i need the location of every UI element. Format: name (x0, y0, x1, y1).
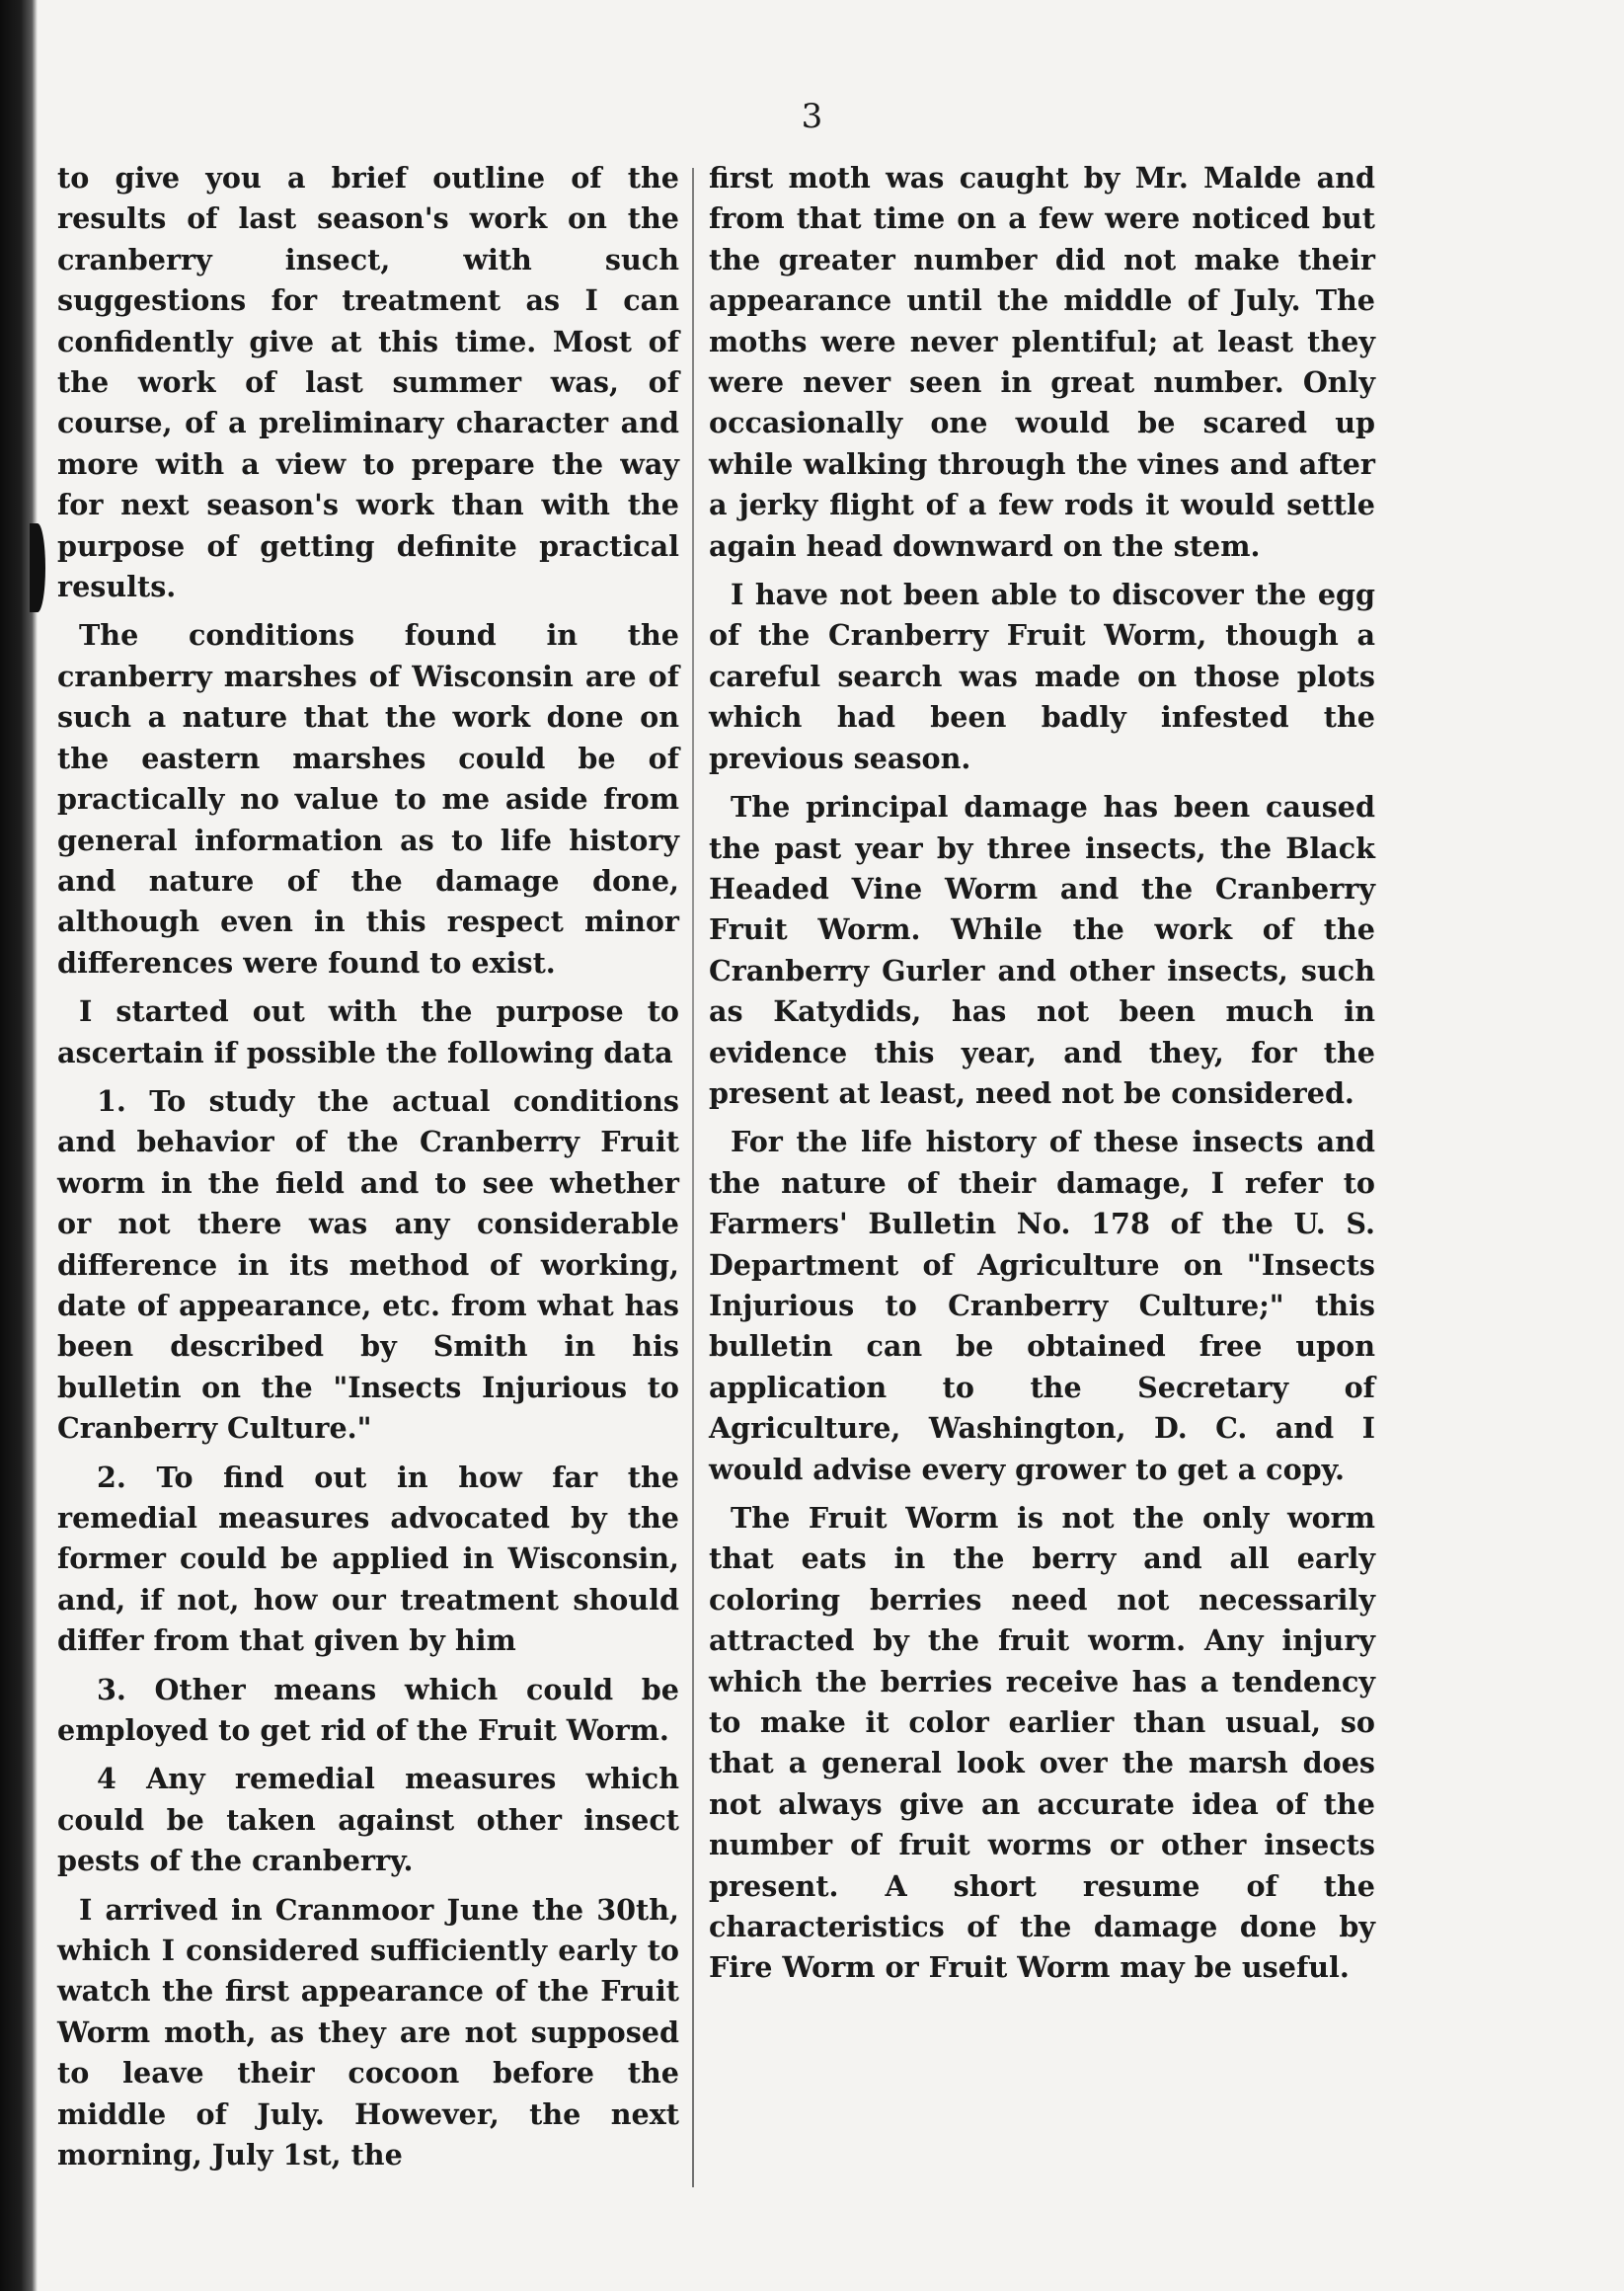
list-item: 3. Other means which could be employed to get rid of the Fruit Worm. (57, 1672, 679, 1748)
binding-notch (30, 523, 45, 612)
paragraph: I started out with the purpose to ascertain if possible the following data (57, 994, 679, 1069)
paragraph: For the life history of these insects and the nature of their damage, I refer to Farmers' Bulletin No. 178 of the U. S. Department of Agriculture on "Insects Injurious to Cranberry Culture;" this bulletin can be obtained free upon application to the Secretary of Agriculture, Washington, D. C. and I would advise every grower to get a copy. (709, 1125, 1375, 1486)
paragraph: I have not been able to discover the egg of the Cranberry Fruit Worm, though a careful search was made on those plots which had been badly infested the previous season. (709, 578, 1375, 775)
page-binding-shadow (0, 0, 38, 2291)
paragraph: The conditions found in the cranberry marshes of Wisconsin are of such a nature that the work done on the eastern marshes could be of practically no value to me aside from general information as to life history and nature of the damage done, although even in this respect minor differences were found to exist. (57, 618, 679, 980)
left-text-column (57, 158, 679, 2184)
paragraph: The Fruit Worm is not the only worm that eats in the berry and all early coloring berries need not necessarily attracted by the fruit worm. Any injury which the berries receive has a tendency to make it color earlier than usual, so that a general look over the marsh does not always give an accurate idea of the number of fruit worms or other insects present. A short resume of the characteristics of the damage done by Fire Worm or Fruit Worm may be useful. (709, 1501, 1375, 1985)
paragraph: I arrived in Cranmoor June the 30th, which I considered sufficiently early to watch the first appearance of the Fruit Worm moth, as they are not supposed to leave their cocoon before the middle of July. However, the next morning, July 1st, the (57, 1892, 679, 2172)
column-divider (692, 168, 694, 2187)
list-item: 2. To find out in how far the remedial measures advocated by the former could be applied in Wisconsin, and, if not, how our treatment should differ from that given by him (57, 1460, 679, 1658)
paragraph: The principal damage has been caused the past year by three insects, the Black Headed Vine Worm and the Cranberry Fruit Worm. While the work of the Cranberry Gurler and other insects, such as Katydids, has not been much in evidence this year, and they, for the present at least, need not be considered. (709, 790, 1375, 1110)
right-text-column (709, 158, 1375, 1997)
list-item: 4 Any remedial measures which could be taken against other insect pests of the cranberry. (57, 1762, 679, 1878)
paragraph: first moth was caught by Mr. Malde and from that time on a few were noticed but the greater number did not make their appearance until the middle of July. The moths were never plentiful; at least they were never seen in great number. Only occasionally one would be scared up while walking through the vines and after a jerky flight of a few rods it would settle again head downward on the stem. (709, 161, 1375, 563)
page-number: 3 (801, 97, 823, 136)
paragraph: to give you a brief outline of the results of last season's work on the cranberry insect, with such suggestions for treatment as I can confidently give at this time. Most of the work of last summer was, of course, of a preliminary character and more with a view to prepare the way for next season's work than with the purpose of getting definite practical results. (57, 161, 679, 604)
list-item: 1. To study the actual conditions and behavior of the Cranberry Fruit worm in the field and to see whether or not there was any considerable difference in its method of working, date of appearance, etc. from what has been described by Smith in his bulletin on the "Insects Injurious to Cranberry Culture." (57, 1083, 679, 1446)
